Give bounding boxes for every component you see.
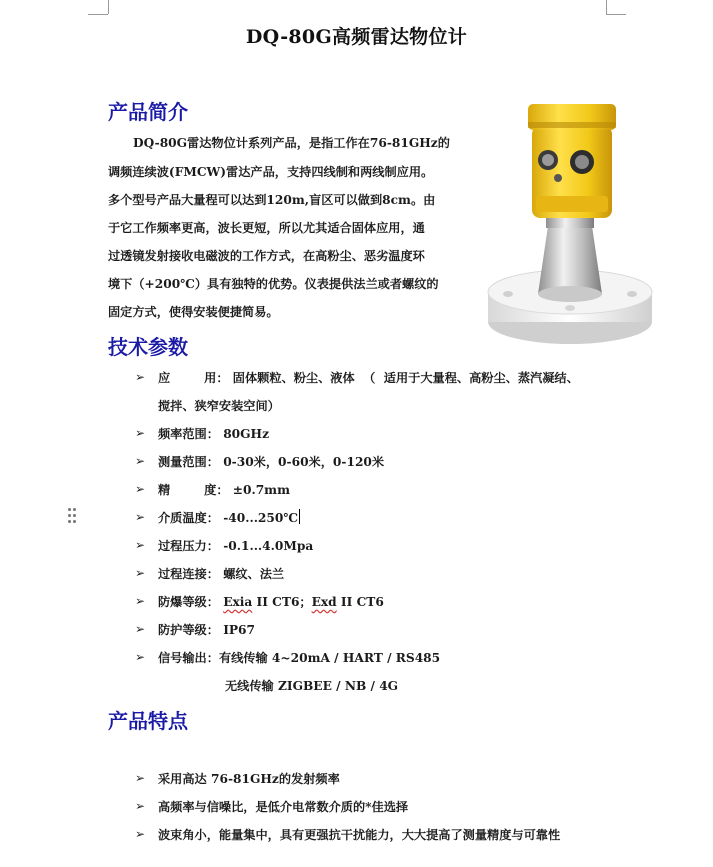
bullet-icon: ➢: [135, 622, 146, 636]
bullet-icon: ➢: [135, 594, 146, 608]
crop-mark: [606, 14, 626, 15]
spec-temperature[interactable]: [158, 509, 300, 526]
spec-label: 频率范围：: [158, 427, 219, 441]
bullet-icon: ➢: [135, 566, 146, 580]
spec-output: [158, 649, 440, 666]
intro-line: DQ-80G雷达物位计系列产品，是指工作在76-81GHz的: [133, 136, 450, 150]
crop-mark: [88, 14, 108, 15]
drag-handle-icon[interactable]: [68, 508, 78, 524]
spec-value: 固体颗粒、粉尘、液体 （ 适用于大量程、高粉尘、蒸汽凝结、: [232, 371, 579, 385]
intro-line: 境下（+200℃）具有独特的优势。仪表提供法兰或者螺纹的: [108, 277, 439, 291]
spec-value: -40...250℃: [223, 511, 298, 525]
spec-value: ±0.7mm: [232, 483, 290, 497]
spec-label: 防护等级：: [158, 623, 219, 637]
spec-range: [158, 453, 384, 470]
bullet-icon: ➢: [135, 827, 146, 841]
spec-label: 过程连接：: [158, 567, 219, 581]
spelling-flag-exd: Exd: [311, 595, 337, 609]
feature-item: 波束角小，能量集中，具有更强抗干扰能力，大大提高了测量精度与可靠性: [158, 828, 561, 842]
spec-output-wireless: 无线传输 ZIGBEE / NB / 4G: [225, 679, 399, 693]
feature-item: 采用高达 76-81GHz的发射频率: [158, 772, 340, 786]
spec-pressure: [158, 537, 313, 554]
spec-label: 过程压力：: [158, 539, 219, 553]
bullet-icon: ➢: [135, 771, 146, 785]
document-title: DQ-80G高频雷达物位计: [245, 26, 468, 48]
bullet-icon: ➢: [135, 454, 146, 468]
spec-label: 测量范围：: [158, 455, 219, 469]
spec-application: [158, 369, 579, 386]
section-heading-specs: 技术参数: [108, 335, 188, 359]
spec-value: 螺纹、法兰: [223, 567, 285, 581]
bullet-icon: ➢: [135, 538, 146, 552]
spec-label: 防爆等级：: [158, 595, 219, 609]
bullet-icon: ➢: [135, 799, 146, 813]
text-cursor: [299, 509, 300, 524]
intro-line: 多个型号产品大量程可以达到120m,盲区可以做到8cm。由: [108, 193, 436, 207]
spec-protection: [158, 621, 255, 638]
intro-line: 调频连续波(FMCW)雷达产品，支持四线制和两线制应用。: [108, 165, 434, 179]
spec-explosion: [158, 593, 384, 610]
intro-line: 固定方式，使得安装便捷简易。: [108, 305, 279, 319]
spec-value: IP67: [223, 623, 256, 637]
spec-value: 80GHz: [223, 427, 269, 441]
section-heading-features: 产品特点: [108, 709, 188, 733]
feature-item: 高频率与信噪比，是低介电常数介质的*佳选择: [158, 800, 409, 814]
spec-value-tail: II CT6: [336, 595, 384, 609]
bullet-icon: ➢: [135, 370, 146, 384]
intro-line: 过透镜发射接收电磁波的工作方式，在高粉尘、恶劣温度环: [108, 249, 425, 263]
section-heading-intro: 产品简介: [108, 100, 188, 124]
radar-level-meter-image: [486, 96, 658, 346]
spec-value: -0.1...4.0Mpa: [223, 539, 314, 553]
bullet-icon: ➢: [135, 426, 146, 440]
spec-label: 信号输出：: [158, 651, 219, 665]
spec-value: 0-30米，0-60米，0-120米: [223, 455, 385, 469]
crop-mark: [606, 0, 607, 14]
bullet-icon: ➢: [135, 510, 146, 524]
spec-label: 精 度：: [158, 483, 229, 497]
spec-label: 应 用：: [158, 371, 229, 385]
crop-mark: [108, 0, 109, 14]
spec-label: 介质温度：: [158, 511, 219, 525]
spec-value: II CT6；: [252, 595, 312, 609]
spec-value: 有线传输 4~20mA / HART / RS485: [218, 651, 441, 665]
spec-connection: [158, 565, 284, 582]
spec-accuracy: [158, 481, 290, 498]
spec-application-continued: 搅拌、狭窄安装空间）: [158, 399, 280, 413]
bullet-icon: ➢: [135, 482, 146, 496]
spelling-flag-exia: Exia: [223, 595, 253, 609]
spec-frequency: [158, 425, 269, 442]
bullet-icon: ➢: [135, 650, 146, 664]
intro-line: 于它工作频率更高，波长更短，所以尤其适合固体应用，通: [108, 221, 425, 235]
